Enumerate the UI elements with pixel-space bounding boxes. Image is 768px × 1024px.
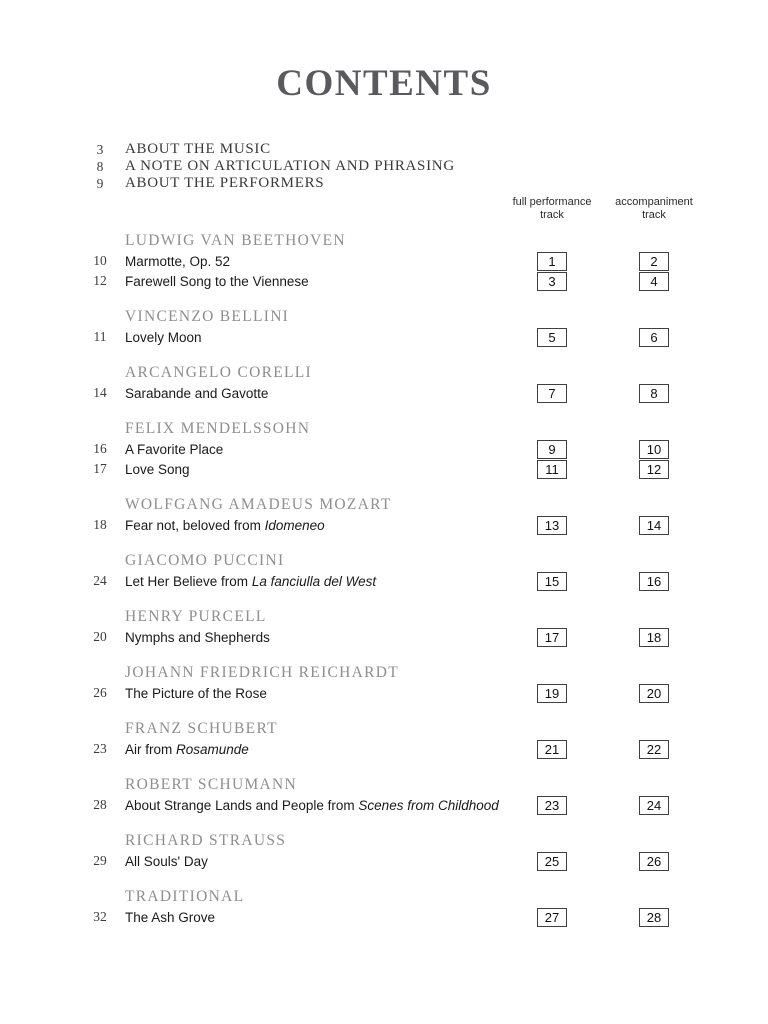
composer-name: ROBERT SCHUMANN bbox=[125, 776, 298, 793]
song-page-number: 28 bbox=[93, 797, 107, 812]
full-performance-track-box: 7 bbox=[537, 384, 567, 403]
song-row bbox=[88, 627, 705, 647]
song-row bbox=[88, 907, 705, 927]
front-matter-page-number: 3 bbox=[96, 141, 104, 157]
song-title: Air from Rosamunde bbox=[125, 741, 249, 757]
header-line: track bbox=[540, 209, 564, 221]
composer-name: ARCANGELO CORELLI bbox=[125, 364, 312, 381]
song-page-number: 20 bbox=[93, 629, 107, 644]
song-title: Love Song bbox=[125, 461, 190, 477]
composer-section-schubert bbox=[88, 719, 705, 759]
full-performance-track-header bbox=[501, 196, 603, 222]
song-row bbox=[88, 795, 705, 815]
composer-name: FRANZ SCHUBERT bbox=[125, 720, 278, 737]
composer-row bbox=[88, 607, 705, 627]
song-row bbox=[88, 571, 705, 591]
accompaniment-track-box: 8 bbox=[639, 384, 669, 403]
composer-row bbox=[88, 419, 705, 439]
song-row bbox=[88, 271, 705, 291]
song-row bbox=[88, 251, 705, 271]
accompaniment-track-box: 10 bbox=[639, 440, 669, 459]
song-title: Fear not, beloved from Idomeneo bbox=[125, 517, 325, 533]
composer-row bbox=[88, 551, 705, 571]
accompaniment-track-box: 12 bbox=[639, 460, 669, 479]
song-title: A Favorite Place bbox=[125, 441, 224, 457]
accompaniment-track-box: 14 bbox=[639, 516, 669, 535]
full-performance-track-box: 9 bbox=[537, 440, 567, 459]
accompaniment-track-box: 2 bbox=[639, 252, 669, 271]
composer-row bbox=[88, 307, 705, 327]
song-title: Lovely Moon bbox=[125, 329, 202, 345]
full-performance-track-box: 25 bbox=[537, 852, 567, 871]
front-matter-label: ABOUT THE MUSIC bbox=[125, 141, 271, 157]
song-page-number: 12 bbox=[93, 273, 107, 288]
song-title: Let Her Believe from La fanciulla del West bbox=[125, 573, 377, 589]
song-row bbox=[88, 739, 705, 759]
track-column-headers bbox=[88, 196, 705, 222]
song-page-number: 24 bbox=[93, 573, 107, 588]
front-matter-page-number: 8 bbox=[96, 158, 104, 174]
composer-section-traditional bbox=[88, 887, 705, 927]
page-title: CONTENTS bbox=[276, 63, 492, 104]
accompaniment-track-box: 22 bbox=[639, 740, 669, 759]
front-matter-page-number: 9 bbox=[96, 175, 104, 191]
header-line: accompaniment bbox=[615, 196, 693, 208]
song-row bbox=[88, 851, 705, 871]
composer-section-mendelssohn bbox=[88, 419, 705, 479]
front-matter-item bbox=[88, 175, 705, 192]
accompaniment-track-box: 20 bbox=[639, 684, 669, 703]
composer-name: JOHANN FRIEDRICH REICHARDT bbox=[125, 664, 400, 681]
full-performance-track-box: 27 bbox=[537, 908, 567, 927]
full-performance-track-box: 1 bbox=[537, 252, 567, 271]
full-performance-track-box: 11 bbox=[537, 460, 567, 479]
contents-body bbox=[88, 141, 705, 927]
composer-section-schumann bbox=[88, 775, 705, 815]
accompaniment-track-box: 4 bbox=[639, 272, 669, 291]
accompaniment-track-header bbox=[603, 196, 705, 222]
song-page-number: 23 bbox=[93, 741, 107, 756]
full-performance-track-box: 19 bbox=[537, 684, 567, 703]
composer-section-mozart bbox=[88, 495, 705, 535]
song-page-number: 10 bbox=[93, 253, 107, 268]
composer-section-corelli bbox=[88, 363, 705, 403]
composer-row bbox=[88, 831, 705, 851]
accompaniment-track-box: 16 bbox=[639, 572, 669, 591]
header-line: full performance bbox=[512, 196, 592, 208]
composer-name: WOLFGANG AMADEUS MOZART bbox=[125, 496, 392, 513]
composer-name: TRADITIONAL bbox=[125, 888, 245, 905]
song-page-number: 14 bbox=[93, 385, 107, 400]
full-performance-track-box: 5 bbox=[537, 328, 567, 347]
song-page-number: 18 bbox=[93, 517, 107, 532]
song-title: The Ash Grove bbox=[125, 909, 216, 925]
full-performance-track-box: 23 bbox=[537, 796, 567, 815]
song-title: About Strange Lands and People from Scenes from Childhood bbox=[125, 797, 499, 813]
song-row bbox=[88, 515, 705, 535]
full-performance-track-box: 17 bbox=[537, 628, 567, 647]
composer-name: LUDWIG VAN BEETHOVEN bbox=[125, 232, 346, 249]
composer-section-purcell bbox=[88, 607, 705, 647]
accompaniment-track-box: 26 bbox=[639, 852, 669, 871]
composer-name: HENRY PURCELL bbox=[125, 608, 267, 625]
song-page-number: 16 bbox=[93, 441, 107, 456]
composer-name: RICHARD STRAUSS bbox=[125, 832, 287, 849]
front-matter-list bbox=[88, 141, 705, 192]
song-page-number: 17 bbox=[93, 461, 107, 476]
accompaniment-track-box: 18 bbox=[639, 628, 669, 647]
composer-section-reichardt bbox=[88, 663, 705, 703]
composer-name: GIACOMO PUCCINI bbox=[125, 552, 285, 569]
composer-section-bellini bbox=[88, 307, 705, 347]
song-title: Sarabande and Gavotte bbox=[125, 385, 269, 401]
song-row bbox=[88, 439, 705, 459]
song-page-number: 29 bbox=[93, 853, 107, 868]
header-line: track bbox=[642, 209, 666, 221]
composer-section-puccini bbox=[88, 551, 705, 591]
song-row bbox=[88, 459, 705, 479]
composer-name: VINCENZO BELLINI bbox=[125, 308, 290, 325]
front-matter-item bbox=[88, 141, 705, 158]
full-performance-track-box: 15 bbox=[537, 572, 567, 591]
composer-section-strauss bbox=[88, 831, 705, 871]
song-row bbox=[88, 683, 705, 703]
song-title: Farewell Song to the Viennese bbox=[125, 273, 309, 289]
full-performance-track-box: 21 bbox=[537, 740, 567, 759]
song-title: All Souls' Day bbox=[125, 853, 208, 869]
song-title: Nymphs and Shepherds bbox=[125, 629, 270, 645]
front-matter-label: A NOTE ON ARTICULATION AND PHRASING bbox=[125, 158, 455, 174]
composer-row bbox=[88, 363, 705, 383]
composer-row bbox=[88, 775, 705, 795]
song-row bbox=[88, 327, 705, 347]
song-page-number: 32 bbox=[93, 909, 107, 924]
accompaniment-track-box: 24 bbox=[639, 796, 669, 815]
composer-row bbox=[88, 887, 705, 907]
accompaniment-track-box: 6 bbox=[639, 328, 669, 347]
composer-row bbox=[88, 495, 705, 515]
song-page-number: 26 bbox=[93, 685, 107, 700]
composer-row bbox=[88, 719, 705, 739]
full-performance-track-box: 3 bbox=[537, 272, 567, 291]
composer-section-beethoven bbox=[88, 231, 705, 291]
composer-row bbox=[88, 663, 705, 683]
composer-name: FELIX MENDELSSOHN bbox=[125, 420, 311, 437]
front-matter-label: ABOUT THE PERFORMERS bbox=[125, 175, 325, 191]
composer-row bbox=[88, 231, 705, 251]
song-title: Marmotte, Op. 52 bbox=[125, 253, 231, 269]
song-title: The Picture of the Rose bbox=[125, 685, 267, 701]
song-row bbox=[88, 383, 705, 403]
full-performance-track-box: 13 bbox=[537, 516, 567, 535]
accompaniment-track-box: 28 bbox=[639, 908, 669, 927]
song-page-number: 11 bbox=[93, 329, 107, 344]
composer-sections bbox=[88, 231, 705, 927]
front-matter-item bbox=[88, 158, 705, 175]
